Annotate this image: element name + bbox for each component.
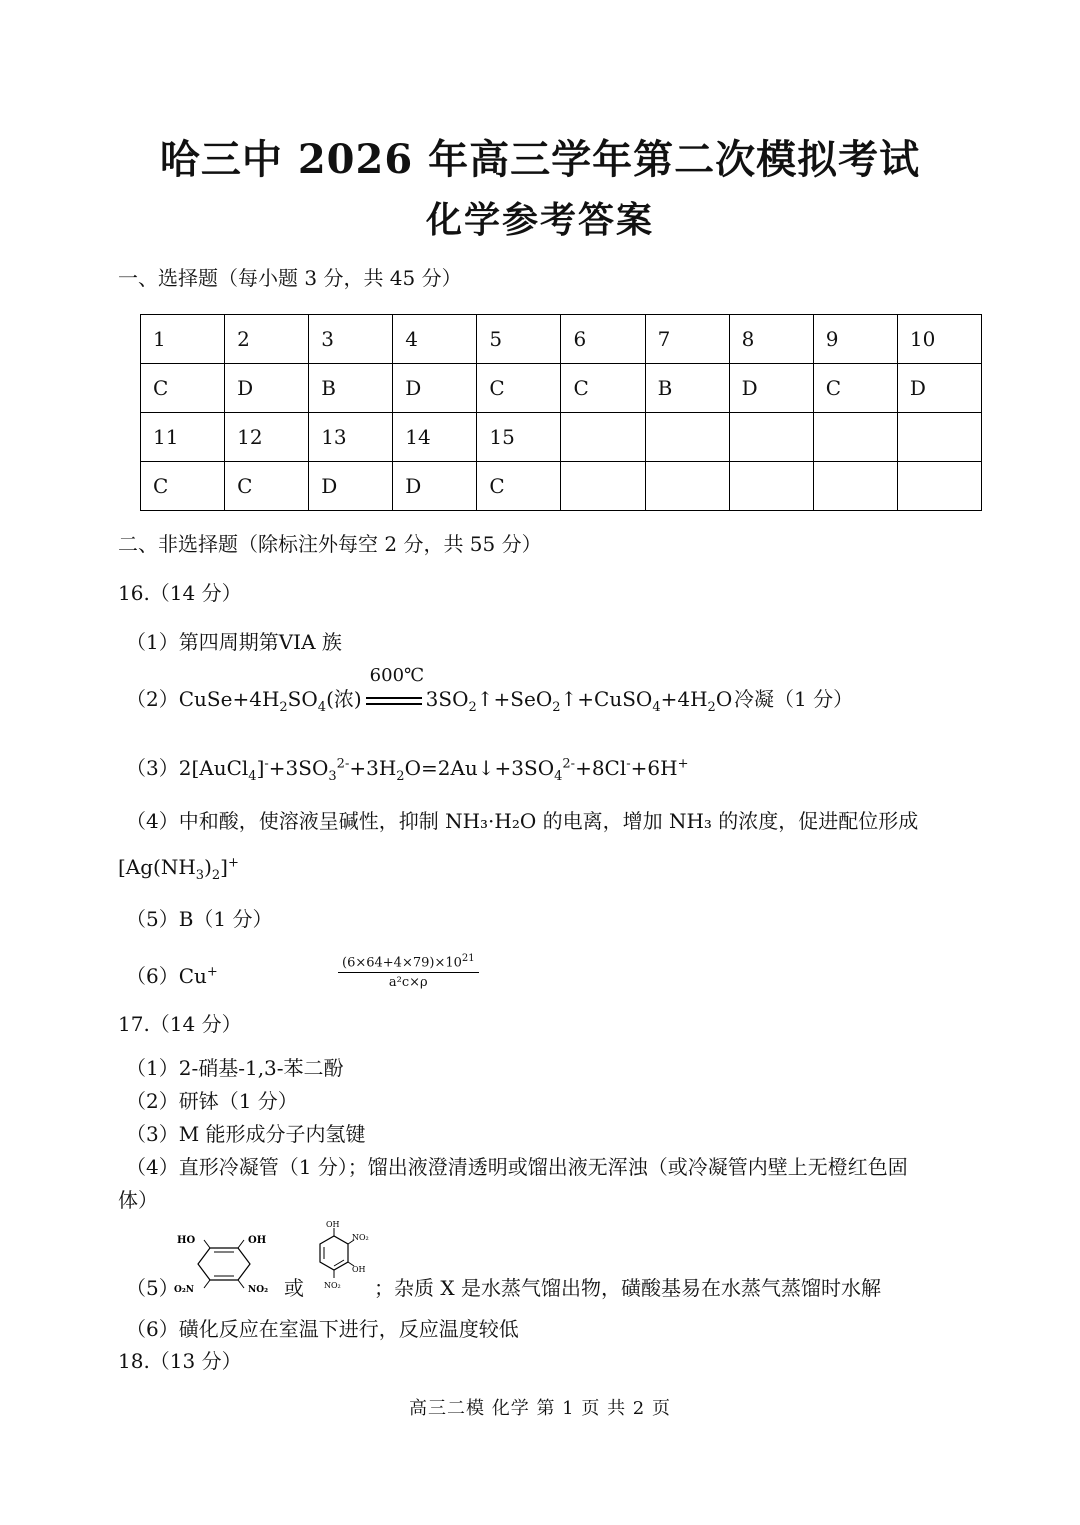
density-formula: $\frac{(6\times 64+4\times 79)\times 10^{21}}{\text{a²c×ρ}}$ bbox=[338, 953, 479, 990]
table-cell: D bbox=[225, 364, 309, 413]
table-cell: D bbox=[729, 364, 813, 413]
table-cell: D bbox=[897, 364, 981, 413]
table-cell: 12 bbox=[225, 413, 309, 462]
table-cell: 11 bbox=[141, 413, 225, 462]
q16-answer-1: （1）第四周期第VIA 族 bbox=[126, 630, 342, 654]
answer-table bbox=[140, 314, 982, 511]
table-cell bbox=[645, 413, 729, 462]
svg-text:HO: HO bbox=[177, 1235, 196, 1246]
q18-heading: 18.（13 分） bbox=[118, 1349, 242, 1373]
table-cell: C bbox=[225, 462, 309, 511]
table-cell: C bbox=[141, 364, 225, 413]
table-cell bbox=[729, 462, 813, 511]
q16-answer-6: （6）Cu+ bbox=[126, 964, 218, 988]
q16-heading: 16.（14 分） bbox=[118, 581, 242, 605]
page-subtitle: 化学参考答案 bbox=[425, 199, 654, 241]
svg-text:OH: OH bbox=[352, 1265, 366, 1274]
table-cell: C bbox=[561, 364, 645, 413]
table-row bbox=[141, 364, 982, 413]
table-cell: 9 bbox=[813, 315, 897, 364]
svg-text:NO₂: NO₂ bbox=[324, 1281, 341, 1290]
section-2-heading: 二、非选择题（除标注外每空 2 分，共 55 分） bbox=[118, 532, 542, 556]
q17-answer-4: （4）直形冷凝管（1 分）；馏出液澄清透明或馏出液无浑浊（或冷凝管内壁上无橙红色固 bbox=[126, 1155, 908, 1179]
table-cell: 1 bbox=[141, 315, 225, 364]
section-1-heading: 一、选择题（每小题 3 分，共 45 分） bbox=[118, 266, 462, 290]
svg-text:NO₂: NO₂ bbox=[352, 1233, 369, 1242]
q17-answer-3: （3）M 能形成分子内氢键 bbox=[126, 1122, 366, 1146]
table-cell bbox=[813, 462, 897, 511]
table-cell: C bbox=[141, 462, 225, 511]
table-cell: 10 bbox=[897, 315, 981, 364]
table-cell: D bbox=[309, 462, 393, 511]
q16-answer-4-cont: $[Ag(NH_3)_2]^+$ bbox=[118, 855, 239, 883]
table-cell: 8 bbox=[729, 315, 813, 364]
q17-answer-2: （2）研钵（1 分） bbox=[126, 1089, 298, 1113]
table-cell: 4 bbox=[393, 315, 477, 364]
dinitro-resorcinol-structure bbox=[172, 1232, 276, 1296]
table-cell: 13 bbox=[309, 413, 393, 462]
table-cell: B bbox=[309, 364, 393, 413]
q17-answer-5-text: ；杂质 X 是水蒸气馏出物，磺酸基易在水蒸气蒸馏时水解 bbox=[374, 1276, 881, 1300]
q17-answer-4-cont: 体） bbox=[118, 1188, 158, 1212]
q17-answer-6: （6）磺化反应在室温下进行，反应温度较低 bbox=[126, 1317, 519, 1341]
table-cell: 7 bbox=[645, 315, 729, 364]
table-cell: B bbox=[645, 364, 729, 413]
nitro-benzenediol-structure bbox=[306, 1220, 372, 1300]
table-cell: 6 bbox=[561, 315, 645, 364]
q16-answer-2-note: 冷凝（1 分） bbox=[734, 687, 854, 711]
table-cell: 15 bbox=[477, 413, 561, 462]
table-row bbox=[141, 315, 982, 364]
table-cell bbox=[897, 462, 981, 511]
svg-text:OH: OH bbox=[248, 1235, 267, 1246]
svg-text:O₂N: O₂N bbox=[174, 1285, 195, 1295]
table-cell bbox=[645, 462, 729, 511]
table-cell bbox=[561, 462, 645, 511]
table-cell: 3 bbox=[309, 315, 393, 364]
reaction-condition: 600℃ bbox=[366, 687, 422, 711]
q16-answer-3: $(3)2[AuCl_4]^-+3SO_3^{2-}+3H_2O=2Au↓+3SO_4^{2-}+8Cl^-+6H^+$ bbox=[126, 756, 689, 784]
table-row bbox=[141, 413, 982, 462]
page-footer: 高三二模 化学 第 1 页 共 2 页 bbox=[409, 1398, 671, 1419]
table-cell: D bbox=[393, 462, 477, 511]
q17-answer-5-or: 或 bbox=[284, 1276, 304, 1300]
table-cell bbox=[561, 413, 645, 462]
q17-answer-1: （1）2-硝基-1,3-苯二酚 bbox=[126, 1056, 344, 1080]
q16-answer-4: （4）中和酸，使溶液呈碱性，抑制 NH₃·H₂O 的电离，增加 NH₃ 的浓度，促进配位形成 bbox=[126, 809, 919, 833]
svg-text:NO₂: NO₂ bbox=[248, 1285, 269, 1295]
table-cell: 2 bbox=[225, 315, 309, 364]
table-cell: C bbox=[477, 364, 561, 413]
table-cell: 14 bbox=[393, 413, 477, 462]
table-cell bbox=[813, 413, 897, 462]
q17-answer-5-prefix: （5） bbox=[126, 1276, 179, 1300]
table-row bbox=[141, 462, 982, 511]
table-cell: C bbox=[477, 462, 561, 511]
table-cell bbox=[897, 413, 981, 462]
q17-heading: 17.（14 分） bbox=[118, 1012, 242, 1036]
table-cell: D bbox=[393, 364, 477, 413]
table-cell: C bbox=[813, 364, 897, 413]
svg-text:OH: OH bbox=[326, 1220, 340, 1229]
page-title: 哈三中 2026 年高三学年第二次模拟考试 bbox=[159, 136, 921, 183]
table-cell: 5 bbox=[477, 315, 561, 364]
q16-answer-2: $(2)CuSe+4H_2SO_4$(浓) 600℃ $3SO_2↑+SeO_2↑+CuSO_4+4H_2O$ bbox=[126, 665, 733, 715]
table-cell bbox=[729, 413, 813, 462]
q16-answer-5: （5）B（1 分） bbox=[126, 907, 273, 931]
